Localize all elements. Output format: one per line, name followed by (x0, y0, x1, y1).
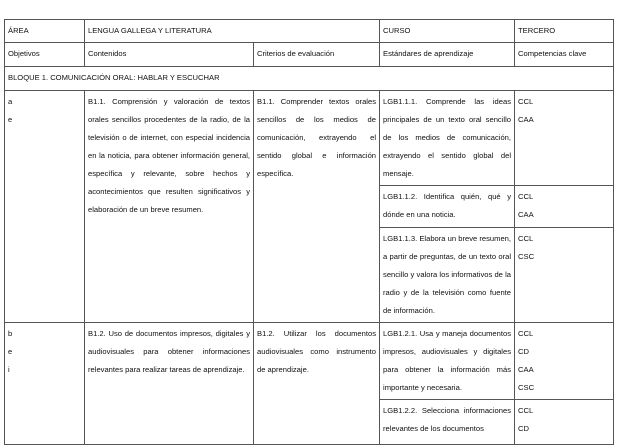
objetivos-cell (5, 323, 85, 445)
estandar-cell: LGB1.2.2. Selecciona informaciones relevantes de los documentos (380, 400, 515, 445)
competencia-item: CCL (518, 234, 534, 243)
objetivo-item: e (8, 347, 13, 356)
competencia-item: CD (518, 347, 529, 356)
curso-value: TERCERO (515, 20, 614, 43)
contenido-cell: B1.2. Uso de documentos impresos, digitales y audiovisuales para obtener informaciones relevantes para realizar tareas de aprendizaje. (85, 323, 254, 445)
competencias-cell (515, 400, 614, 445)
col-criterios: Criterios de evaluación (254, 43, 380, 67)
competencia-item: CCL (518, 97, 534, 106)
objetivo-item: e (8, 115, 13, 124)
competencia-item: CCL (518, 406, 534, 415)
objetivos-cell (5, 91, 85, 323)
criterio-cell: B1.1. Comprender textos orales sencillos de los medios de comunicación, extrayendo el sentido global e información específica. (254, 91, 380, 323)
col-estandares: Estándares de aprendizaje (380, 43, 515, 67)
estandar-cell: LGB1.1.3. Elabora un breve resumen, a partir de preguntas, de un texto oral sencillo y valora los informativos de la radio y de la televisión como fuente de información. (380, 228, 515, 323)
competencia-item: CAA (518, 365, 534, 374)
competencia-item: CSC (518, 252, 535, 261)
area-value: LENGUA GALLEGA Y LITERATURA (85, 20, 380, 43)
competencia-item: CSC (518, 383, 535, 392)
curso-label: CURSO (380, 20, 515, 43)
column-header-row (5, 43, 614, 67)
competencia-item: CCL (518, 329, 534, 338)
objetivo-item: b (8, 329, 13, 338)
col-competencias: Competencias clave (515, 43, 614, 67)
competencia-item: CD (518, 424, 529, 433)
competencia-item: CAA (518, 210, 534, 219)
competencia-item: CAA (518, 115, 534, 124)
competencias-cell (515, 91, 614, 186)
competencias-cell (515, 228, 614, 323)
criterio-cell: B1.2. Utilizar los documentos audiovisuales como instrumento de aprendizaje. (254, 323, 380, 445)
competencias-cell (515, 186, 614, 228)
bloque-title: BLOQUE 1. COMUNICACIÓN ORAL: HABLAR Y ESCUCHAR (5, 67, 614, 91)
table-row (5, 91, 614, 186)
competencias-cell (515, 323, 614, 400)
estandar-cell: LGB1.1.1. Comprende las ideas principales de un texto oral sencillo de los medios de comunicación, extrayendo el sentido global del mensaje. (380, 91, 515, 186)
competencia-item: CCL (518, 192, 534, 201)
objetivo-item: a (8, 97, 13, 106)
col-contenidos: Contenidos (85, 43, 254, 67)
bloque-row (5, 67, 614, 91)
estandar-cell: LGB1.2.1. Usa y maneja documentos impresos, audiovisuales y digitales para obtener la información más importante y necesaria. (380, 323, 515, 400)
objetivo-item: i (8, 365, 10, 374)
area-label: ÁREA (5, 20, 85, 43)
col-objetivos: Objetivos (5, 43, 85, 67)
estandar-cell: LGB1.1.2. Identifica quién, qué y dónde en una noticia. (380, 186, 515, 228)
header-row (5, 20, 614, 43)
curriculum-table (4, 19, 614, 445)
contenido-cell: B1.1. Comprensión y valoración de textos orales sencillos procedentes de la radio, de la televisión o de internet, con especial incidencia en la noticia, para obtener información general, específica y relevante, sobre hechos y acontecimientos que resulten significativos y elaboración de un breve resumen. (85, 91, 254, 323)
table-row (5, 323, 614, 400)
